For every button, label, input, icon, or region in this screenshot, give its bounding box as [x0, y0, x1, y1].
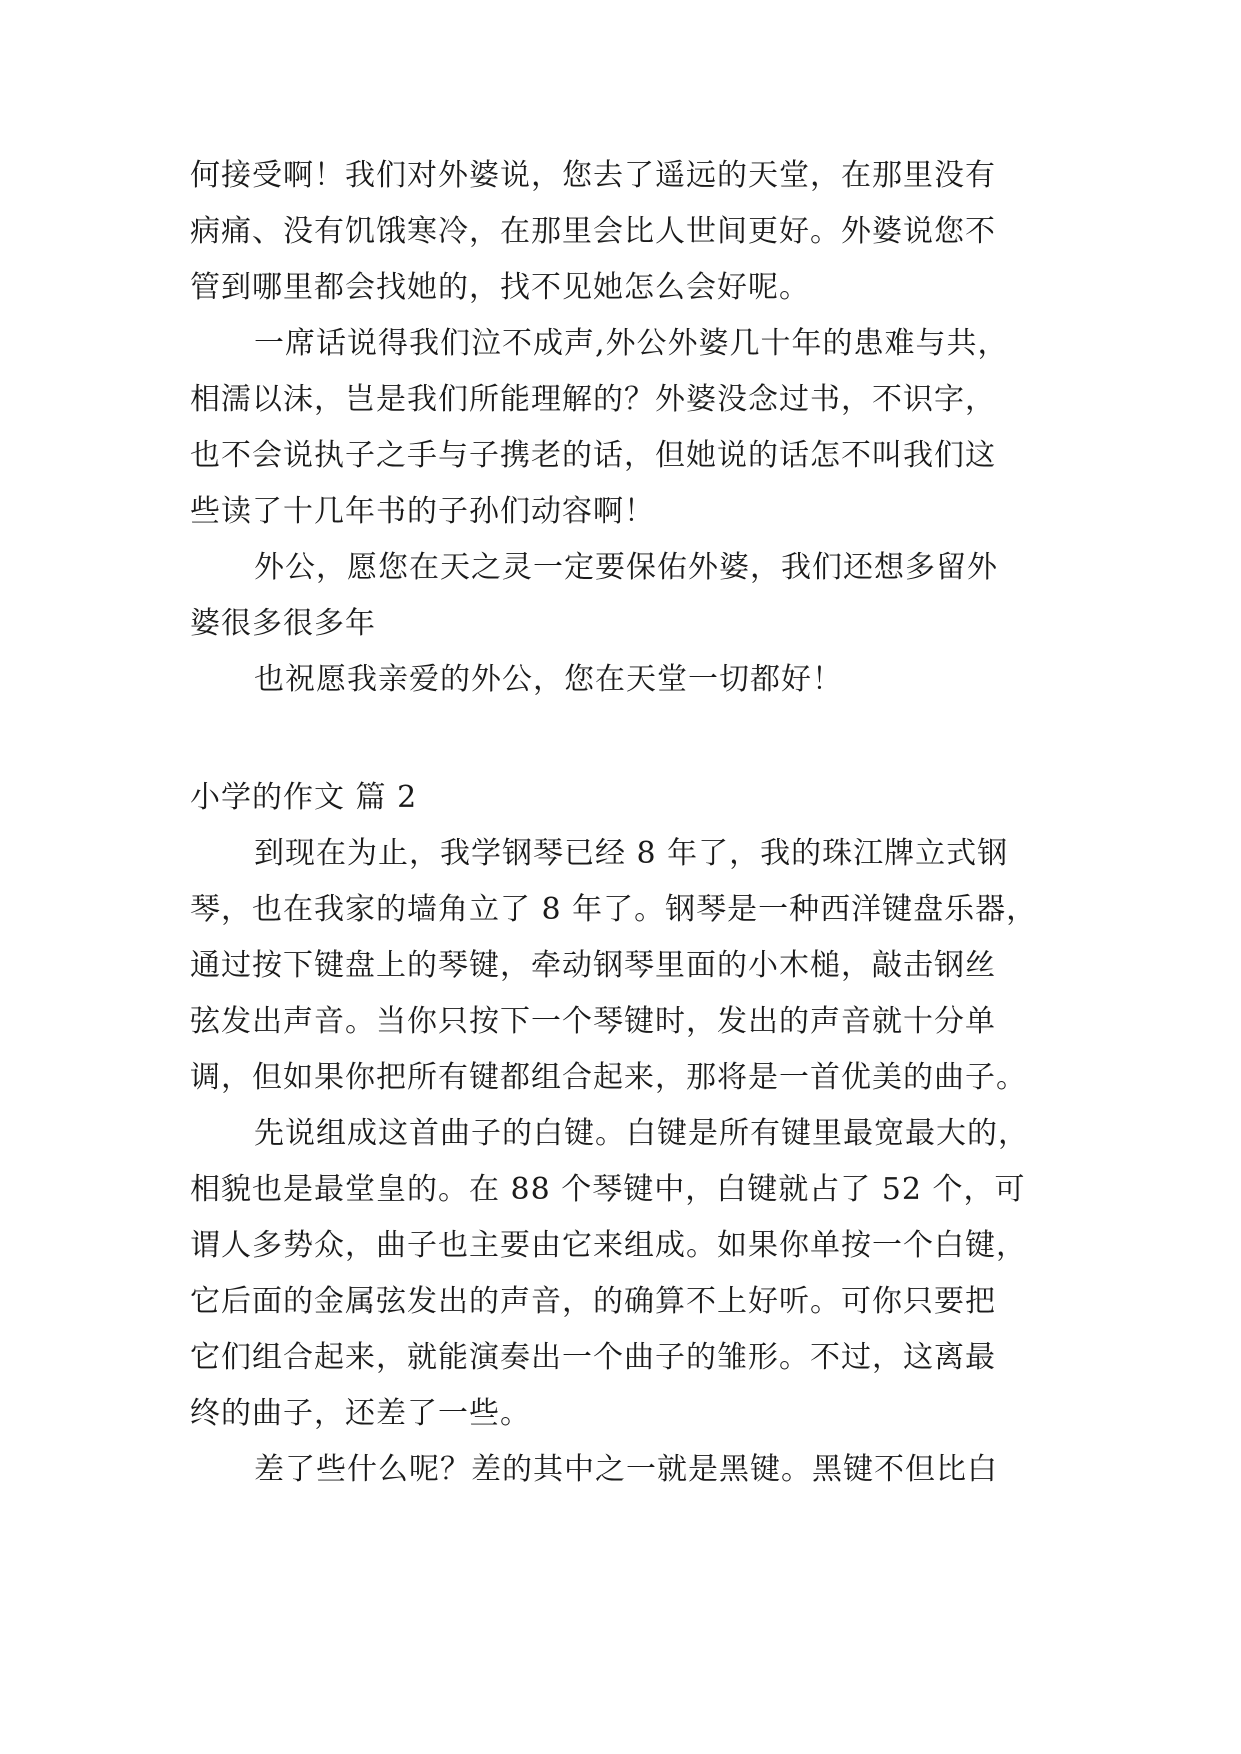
text-line: 先说组成这首曲子的白键。白键是所有键里最宽最大的，: [254, 1116, 1029, 1151]
text-line: 也不会说执子之手与子携老的话，但她说的话怎不叫我们这: [190, 438, 996, 473]
text-line: 弦发出声音。当你只按下一个琴键时，发出的声音就十分单: [190, 1004, 996, 1039]
text-line: 到现在为止，我学钢琴已经 8 年了，我的珠江牌立式钢: [254, 836, 1009, 871]
paragraph: [190, 1442, 1060, 1498]
text-line: 调，但如果你把所有键都组合起来，那将是一首优美的曲子。: [190, 1060, 1027, 1095]
text-line: 相濡以沫，岂是我们所能理解的？外婆没念过书，不识字，: [190, 382, 996, 417]
text-line: 它后面的金属弦发出的声音，的确算不上好听。可你只要把: [190, 1284, 996, 1319]
paragraph-continued: [190, 148, 1060, 316]
paragraph: [190, 316, 1060, 540]
paragraph: [190, 540, 1060, 652]
text-line: 外公，愿您在天之灵一定要保佑外婆，我们还想多留外: [254, 550, 998, 585]
section-heading: 小学的作文 篇 2: [190, 780, 418, 815]
text-line: 些读了十几年书的子孙们动容啊！: [190, 494, 655, 529]
text-line: 通过按下键盘上的琴键，牵动钢琴里面的小木槌，敲击钢丝: [190, 948, 996, 983]
paragraph: [190, 652, 1060, 708]
text-line: 相貌也是最堂皇的。在 88 个琴键中，白键就占了 52 个，可: [190, 1172, 1026, 1207]
text-line: 一席话说得我们泣不成声,外公外婆几十年的患难与共，: [254, 326, 1009, 361]
text-line: 差了些什么呢？差的其中之一就是黑键。黑键不但比白: [254, 1452, 998, 1487]
section-spacer: [190, 708, 1060, 770]
text-line: 它们组合起来，就能演奏出一个曲子的雏形。不过，这离最: [190, 1340, 996, 1375]
text-line: 婆很多很多年: [190, 606, 376, 641]
paragraph: [190, 826, 1060, 1106]
text-line: 谓人多势众，曲子也主要由它来组成。如果你单按一个白键，: [190, 1228, 1027, 1263]
text-line: 也祝愿我亲爱的外公，您在天堂一切都好！: [254, 662, 843, 697]
paragraph: [190, 1106, 1060, 1442]
text-line: 管到哪里都会找她的，找不见她怎么会好呢。: [190, 270, 810, 305]
document-body: [190, 148, 1060, 1498]
text-line: 何接受啊！我们对外婆说，您去了遥远的天堂，在那里没有: [190, 158, 996, 193]
text-line: 病痛、没有饥饿寒冷，在那里会比人世间更好。外婆说您不: [190, 214, 996, 249]
text-line: 终的曲子，还差了一些。: [190, 1396, 531, 1431]
text-line: 琴，也在我家的墙角立了 8 年了。钢琴是一种西洋键盘乐器，: [190, 892, 1038, 927]
